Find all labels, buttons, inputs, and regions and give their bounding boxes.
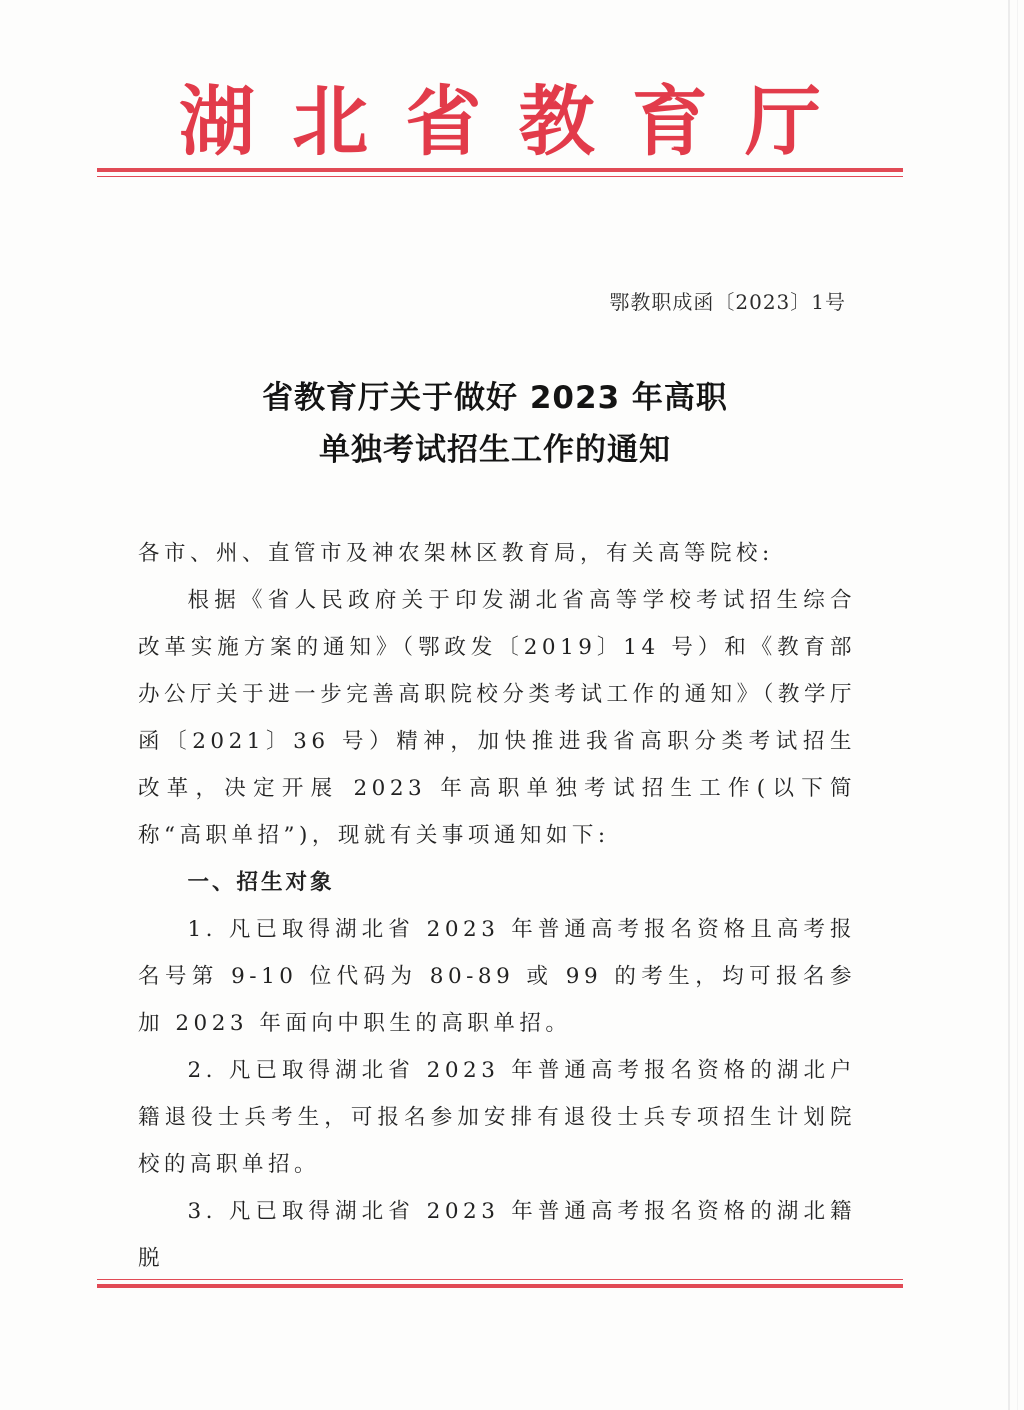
letterhead-char: 厅 — [744, 77, 821, 166]
document-number: 鄂教职成函〔2023〕1号 — [609, 290, 846, 314]
document-title-line-2: 单独考试招生工作的通知 — [319, 432, 671, 468]
document-title-line-1: 省教育厅关于做好 2023 年高职 — [262, 380, 728, 416]
letterhead-title — [95, 76, 905, 168]
section-item: 2. 凡已取得湖北省 2023 年普通高考报名资格的湖北户籍退役士兵考生，可报名参加安排有退役士兵专项招生计划院校的高职单招。 — [138, 1058, 856, 1177]
scan-edge — [1008, 0, 1010, 1410]
document-title — [0, 372, 990, 476]
letterhead-char: 北 — [292, 77, 369, 166]
recipients-line: 各市、州、直管市及神农架林区教育局，有关高等院校: — [138, 541, 774, 566]
letterhead-char: 教 — [518, 77, 595, 166]
letterhead-rule-thin — [97, 176, 903, 177]
scan-edge-secondary — [1017, 0, 1018, 1410]
letterhead-char: 育 — [631, 77, 708, 166]
letterhead-char: 湖 — [179, 77, 255, 166]
section-item: 1. 凡已取得湖北省 2023 年普通高考报名资格且高考报名号第 9-10 位代码为 80-89 或 99 的考生，均可报名参加 2023 年面向中职生的高职单招。 — [138, 917, 856, 1036]
letterhead-rule-thick — [97, 168, 903, 172]
intro-paragraph: 根据《省人民政府关于印发湖北省高等学校考试招生综合改革实施方案的通知》（鄂政发〔2019〕14 号）和《教育部办公厅关于进一步完善高职院校分类考试工作的通知》（教学厅函〔2021〕36 号）精神，加快推进我省高职分类考试招生改革，决定开展 2023 年高职单独考试招生工作(以下简称“高职单招”)，现就有关事项通知如下: — [138, 588, 856, 848]
document-body — [138, 530, 856, 1282]
footer-rule-thick — [97, 1284, 903, 1288]
section-item: 3. 凡已取得湖北省 2023 年普通高考报名资格的湖北籍脱 — [138, 1199, 856, 1271]
letterhead-char: 省 — [405, 77, 482, 166]
footer-rule-thin — [97, 1279, 903, 1280]
section-heading: 一、招生对象 — [187, 870, 335, 895]
